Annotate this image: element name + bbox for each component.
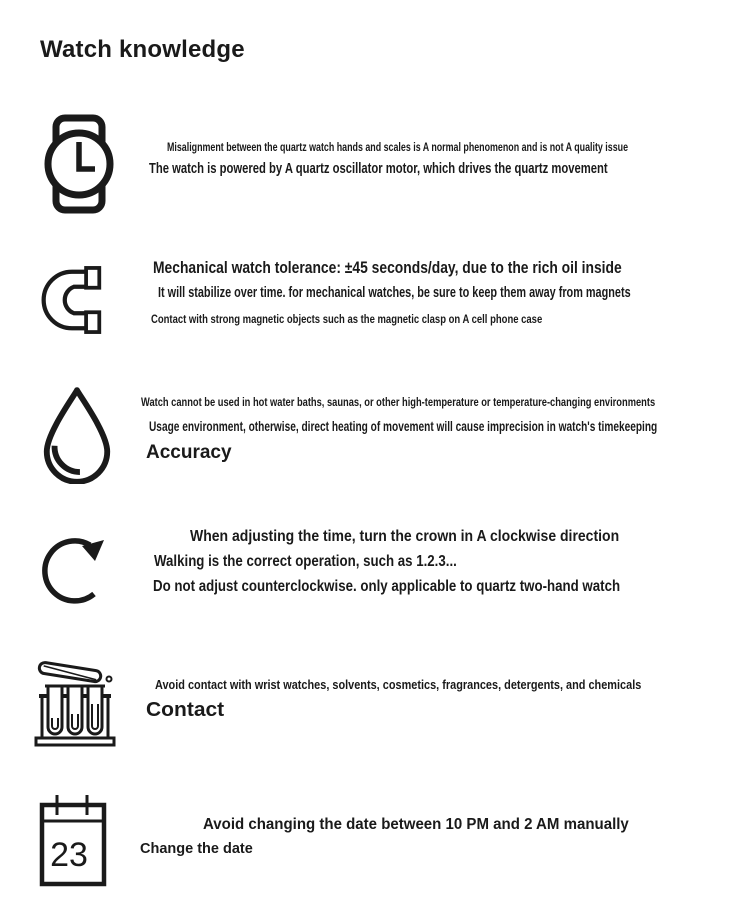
section-heading: Contact <box>146 699 225 721</box>
calendar-icon <box>38 790 108 888</box>
text-line: Do not adjust counterclockwise. only applicable to quartz two-hand watch <box>153 578 621 595</box>
text-line: Walking is the correct operation, such as 1.2.3... <box>154 553 457 570</box>
text-line: Misalignment between the quartz watch hands and scales is A normal phenomenon and is not A quality issue <box>167 140 629 154</box>
page-title: Watch knowledge <box>40 36 245 63</box>
water-drop-icon <box>38 384 116 484</box>
magnet-icon <box>38 265 104 335</box>
text-block <box>140 138 750 180</box>
text-block <box>140 256 750 332</box>
text-line: It will stabilize over time. for mechanical watches, be sure to keep them away from magnets <box>158 285 631 301</box>
text-line: Change the date <box>140 841 253 857</box>
watch-icon <box>40 114 118 214</box>
text-line: Avoid changing the date between 10 PM and 2 AM manually <box>203 816 629 833</box>
text-line: Contact with strong magnetic objects such as the magnetic clasp on A cell phone case <box>151 312 543 326</box>
text-block <box>140 524 716 599</box>
section-heading: Accuracy <box>146 442 232 463</box>
text-block <box>140 674 734 725</box>
text-line: Mechanical watch tolerance: ±45 seconds/day, due to the rich oil inside <box>153 259 622 277</box>
rotate-clockwise-icon <box>38 526 110 608</box>
text-block <box>140 812 642 861</box>
text-line: Watch cannot be used in hot water baths, saunas, or other high-temperature or temperature-changing environments <box>141 397 656 409</box>
calendar-day-number: 23 <box>50 836 88 874</box>
text-line: The watch is powered by A quartz oscillator motor, which drives the quartz movement <box>149 160 608 177</box>
text-line: When adjusting the time, turn the crown in A clockwise direction <box>190 528 620 545</box>
text-block <box>140 391 750 466</box>
test-tubes-icon <box>33 648 117 748</box>
text-line: Avoid contact with wrist watches, solvents, cosmetics, fragrances, detergents, and chemicals <box>155 677 642 692</box>
text-line: Usage environment, otherwise, direct heating of movement will cause imprecision in watch's timekeeping <box>149 419 658 434</box>
